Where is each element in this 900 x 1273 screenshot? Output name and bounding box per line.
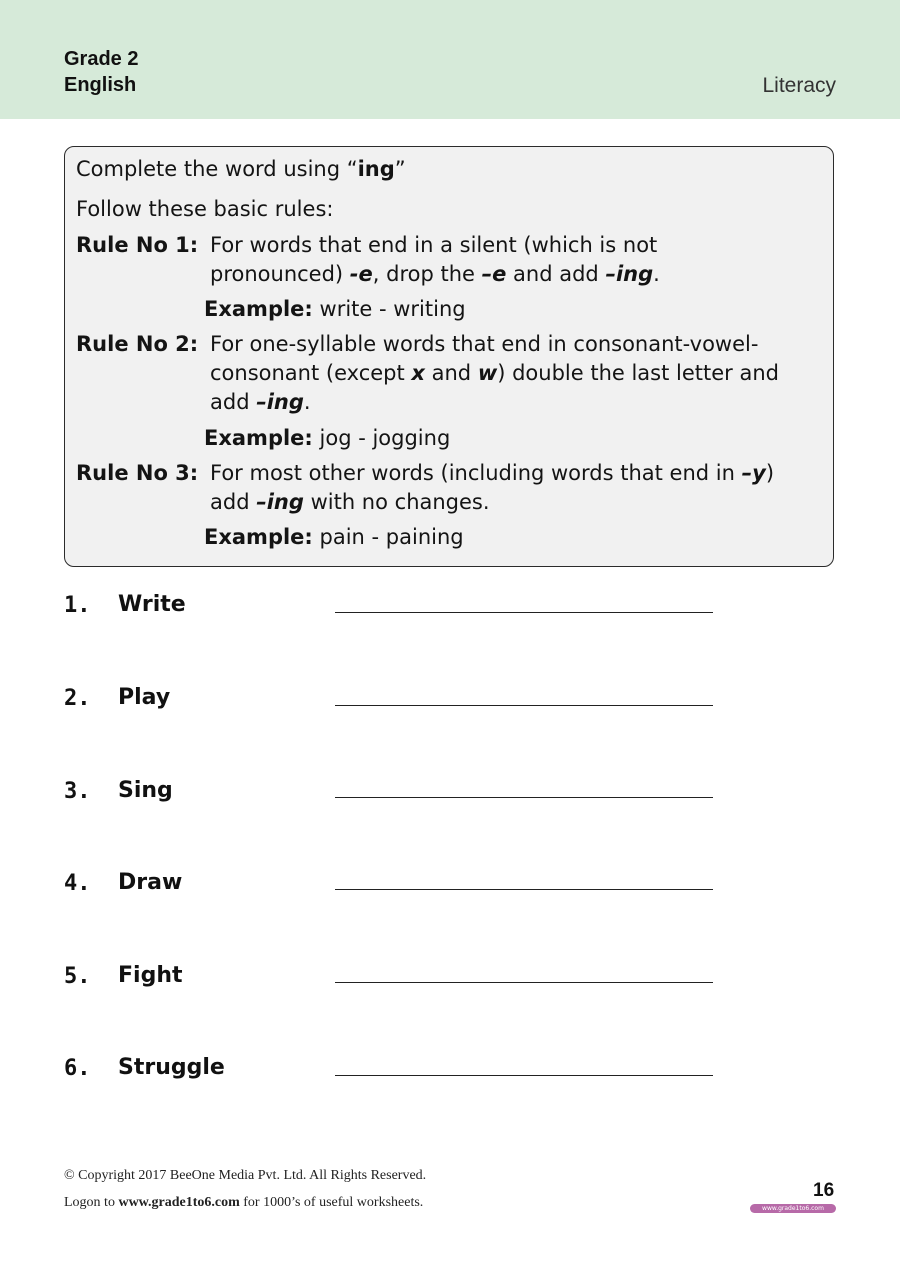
grade-label: Grade 2: [64, 48, 139, 70]
question-number: 6.: [64, 1056, 91, 1081]
question-number: 3.: [64, 779, 91, 804]
question-word: Draw: [118, 870, 183, 895]
answer-line[interactable]: [335, 612, 713, 613]
rule-3-label: Rule No 3:: [76, 461, 199, 485]
site-badge: www.grade1to6.com: [750, 1204, 836, 1213]
question-word: Fight: [118, 963, 183, 988]
question-word: Sing: [118, 778, 173, 803]
copyright-notice: © Copyright 2017 BeeOne Media Pvt. Ltd. All Rights Reserved.: [64, 1168, 427, 1183]
topic-label: Literacy: [762, 74, 836, 97]
instruction-title: Complete the word using “ing”: [76, 157, 406, 181]
rule-2-text: For one-syllable words that end in consonant-vowel-: [210, 332, 759, 356]
instruction-intro: Follow these basic rules:: [76, 197, 334, 221]
page-number: 16: [813, 1180, 835, 1201]
question-word: Write: [118, 592, 186, 617]
rule-2-label: Rule No 2:: [76, 332, 199, 356]
rule-1-text-2: pronounced) -e, drop the –e and add –ing.: [210, 262, 660, 286]
subject-label: English: [64, 74, 137, 96]
answer-line[interactable]: [335, 982, 713, 983]
rule-3-text: For most other words (including words that end in –y): [210, 461, 775, 485]
question-number: 2.: [64, 686, 91, 711]
question-word: Play: [118, 685, 171, 710]
answer-line[interactable]: [335, 705, 713, 706]
question-number: 1.: [64, 593, 91, 618]
rule-3-text-2: add –ing with no changes.: [210, 490, 490, 514]
answer-line[interactable]: [335, 797, 713, 798]
answer-line[interactable]: [335, 889, 713, 890]
rules-box: [64, 146, 834, 567]
logon-text: Logon to www.grade1to6.com for 1000’s of useful worksheets.: [64, 1195, 424, 1210]
rule-2-text-2: consonant (except x and w) double the last letter and: [210, 361, 779, 385]
rule-1-label: Rule No 1:: [76, 233, 199, 257]
rule-2-text-3: add –ing.: [210, 390, 311, 414]
question-number: 5.: [64, 964, 91, 989]
rule-1-text: For words that end in a silent (which is not: [210, 233, 658, 257]
answer-line[interactable]: [335, 1075, 713, 1076]
rule-3-example: Example: pain - paining: [204, 525, 464, 549]
website-link[interactable]: www.grade1to6.com: [118, 1195, 240, 1210]
question-number: 4.: [64, 871, 91, 896]
rule-2-example: Example: jog - jogging: [204, 426, 451, 450]
question-word: Struggle: [118, 1055, 225, 1080]
rule-1-example: Example: write - writing: [204, 297, 466, 321]
header-band: [0, 0, 900, 119]
